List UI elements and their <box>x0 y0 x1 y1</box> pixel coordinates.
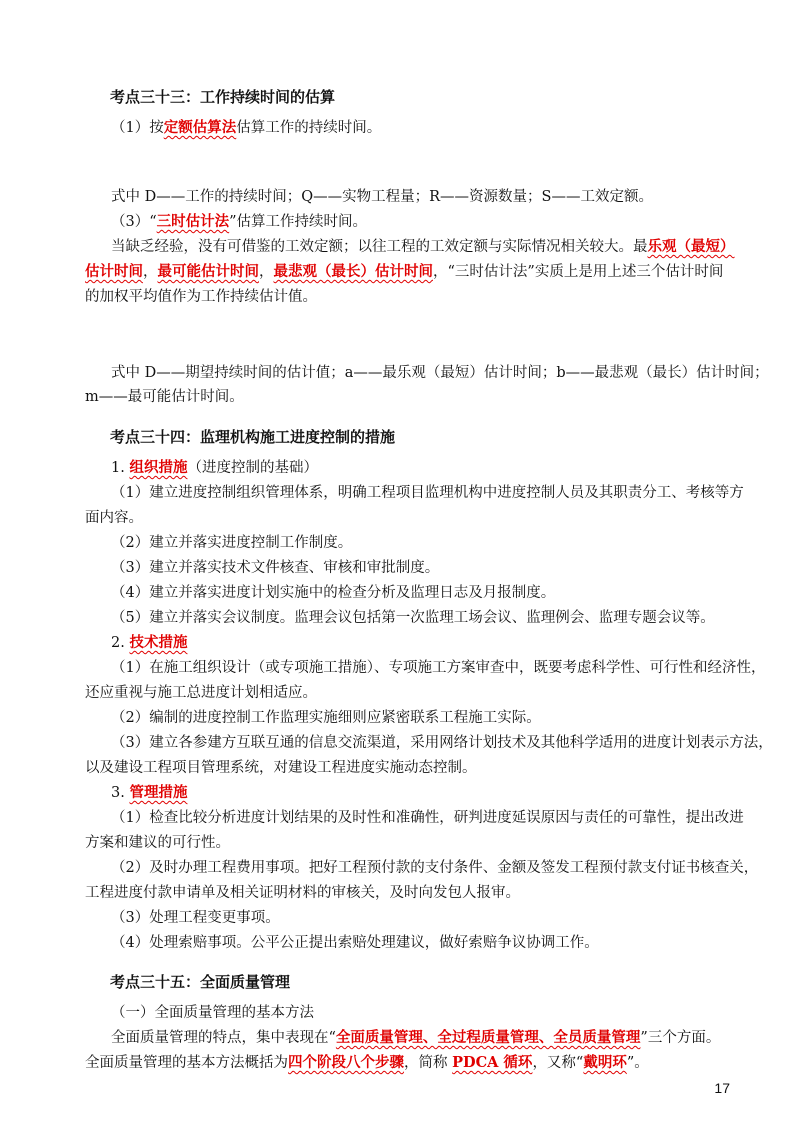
s34-g1-item-4: （4）建立并落实进度计划实施中的检查分析及监理日志及月报制度。 <box>111 585 556 601</box>
text: ， <box>143 264 158 280</box>
s34-group-2-heading <box>111 632 751 654</box>
highlight-term: 管理措施 <box>129 784 188 801</box>
text: ”估算工作持续时间。 <box>229 214 368 230</box>
s34-g2-item-3a: （3）建立各参建方互联互通的信息交流渠道，采用网络计划技术及其他科学适用的进度计划表示方法， <box>111 735 773 751</box>
highlight-term: 四个阶段八个步骤 <box>288 1054 404 1071</box>
s34-g2-item-1a: （1）在施工组织设计（或专项施工措施）、专项施工方案审查中，既要考虑科学性、可行性和经济性， <box>111 660 766 676</box>
s34-g1-item-1a: （1）建立进度控制组织管理体系，明确工程项目监理机构中进度控制人员及其职责分工、考核等方 <box>111 485 744 501</box>
highlight-term: 乐观（最短） <box>647 238 735 255</box>
section-33-title: 考点三十三：工作持续时间的估算 <box>110 88 336 106</box>
highlight-term: 定额估算法 <box>163 119 237 136</box>
section-35-title: 考点三十五：全面质量管理 <box>110 973 291 991</box>
highlight-term: PDCA 循环 <box>452 1054 533 1071</box>
s33-paragraph-line-1 <box>111 236 751 258</box>
s34-g3-item-3: （3）处理工程变更事项。 <box>111 910 280 926</box>
highlight-term: 最可能估计时间 <box>157 263 259 280</box>
s34-g1-item-2: （2）建立并落实进度控制工作制度。 <box>111 535 353 551</box>
s34-g3-item-4: （4）处理索赔事项。公平公正提出索赔处理建议，做好索赔争议协调工作。 <box>111 935 599 951</box>
text: 估算工作的持续时间。 <box>236 120 382 136</box>
text: 1. <box>111 460 130 476</box>
text: 全面质量管理的基本方法概括为 <box>85 1055 288 1071</box>
s34-g1-item-1b: 面内容。 <box>85 510 143 526</box>
s34-g3-item-1a: （1）检查比较分析进度计划结果的及时性和准确性，研判进度延误原因与责任的可靠性，提出改进 <box>111 810 744 826</box>
text: ，“三时估计法”实质上是用上述三个估计时间 <box>433 264 724 280</box>
s33-paragraph-line-2 <box>85 261 725 283</box>
section-34-title: 考点三十四：监理机构施工进度控制的措施 <box>110 428 396 446</box>
text: ， <box>259 264 274 280</box>
text: （3）“ <box>111 214 157 230</box>
s34-g3-item-2b: 工程进度付款申请单及相关证明材料的审核关，及时向发包人报审。 <box>85 885 520 901</box>
text: （1）按 <box>111 120 164 136</box>
highlight-term: 全面质量管理、全过程质量管理、全员质量管理 <box>335 1029 641 1046</box>
page-number: 17 <box>714 1080 730 1096</box>
s34-group-1-heading <box>111 457 751 479</box>
text: 3. <box>111 785 130 801</box>
s35-subheading: （一）全面质量管理的基本方法 <box>111 1005 314 1021</box>
highlight-term: 技术措施 <box>129 634 188 651</box>
highlight-term: 戴明环 <box>583 1054 627 1071</box>
text: ，简称 <box>404 1055 453 1071</box>
text: （进度控制的基础） <box>187 460 318 476</box>
text: ”。 <box>626 1055 649 1071</box>
s34-g2-item-1b: 还应重视与施工总进度计划相适应。 <box>85 685 317 701</box>
text: 2. <box>111 635 130 651</box>
s33-item-1 <box>111 117 751 139</box>
s35-paragraph-2 <box>85 1052 725 1074</box>
s35-paragraph-1 <box>111 1027 751 1049</box>
s34-group-3-heading <box>111 782 751 804</box>
s34-g2-item-2: （2）编制的进度控制工作监理实施细则应紧密联系工程施工实际。 <box>111 710 541 726</box>
s34-g3-item-1b: 方案和建议的可行性。 <box>85 835 230 851</box>
text: 全面质量管理的特点，集中表现在“ <box>111 1030 336 1046</box>
highlight-term: 最悲观（最长）估计时间 <box>273 263 433 280</box>
text: ，又称“ <box>532 1055 584 1071</box>
highlight-term: 三时估计法 <box>156 213 230 230</box>
text: ”三个方面。 <box>640 1030 721 1046</box>
s34-g2-item-3b: 以及建设工程项目管理系统，对建设工程进度实施动态控制。 <box>85 760 477 776</box>
s33-formula2-line-1: 式中 D——期望持续时间的估计值；a——最乐观（最短）估计时间；b——最悲观（最长）估计时间； <box>111 365 769 381</box>
s34-g1-item-5: （5）建立并落实会议制度。监理会议包括第一次监理工场会议、监理例会、监理专题会议等。 <box>111 610 715 626</box>
highlight-term: 组织措施 <box>129 459 188 476</box>
s34-g1-item-3: （3）建立并落实技术文件核查、审核和审批制度。 <box>111 560 440 576</box>
s34-g3-item-2a: （2）及时办理工程费用事项。把好工程预付款的支付条件、金额及签发工程预付款支付证书核查关， <box>111 860 759 876</box>
s33-item-3 <box>111 211 751 233</box>
s33-formula2-line-2: m——最可能估计时间。 <box>85 389 244 405</box>
highlight-term: 估计时间 <box>85 263 143 280</box>
text: 当缺乏经验，没有可借鉴的工效定额；以往工程的工效定额与实际情况相关较大。最 <box>111 239 648 255</box>
s33-paragraph-line-3: 的加权平均值作为工作持续估计值。 <box>85 289 317 305</box>
s33-formula-note: 式中 D——工作的持续时间；Q——实物工程量；R——资源数量；S——工效定额。 <box>111 189 653 205</box>
